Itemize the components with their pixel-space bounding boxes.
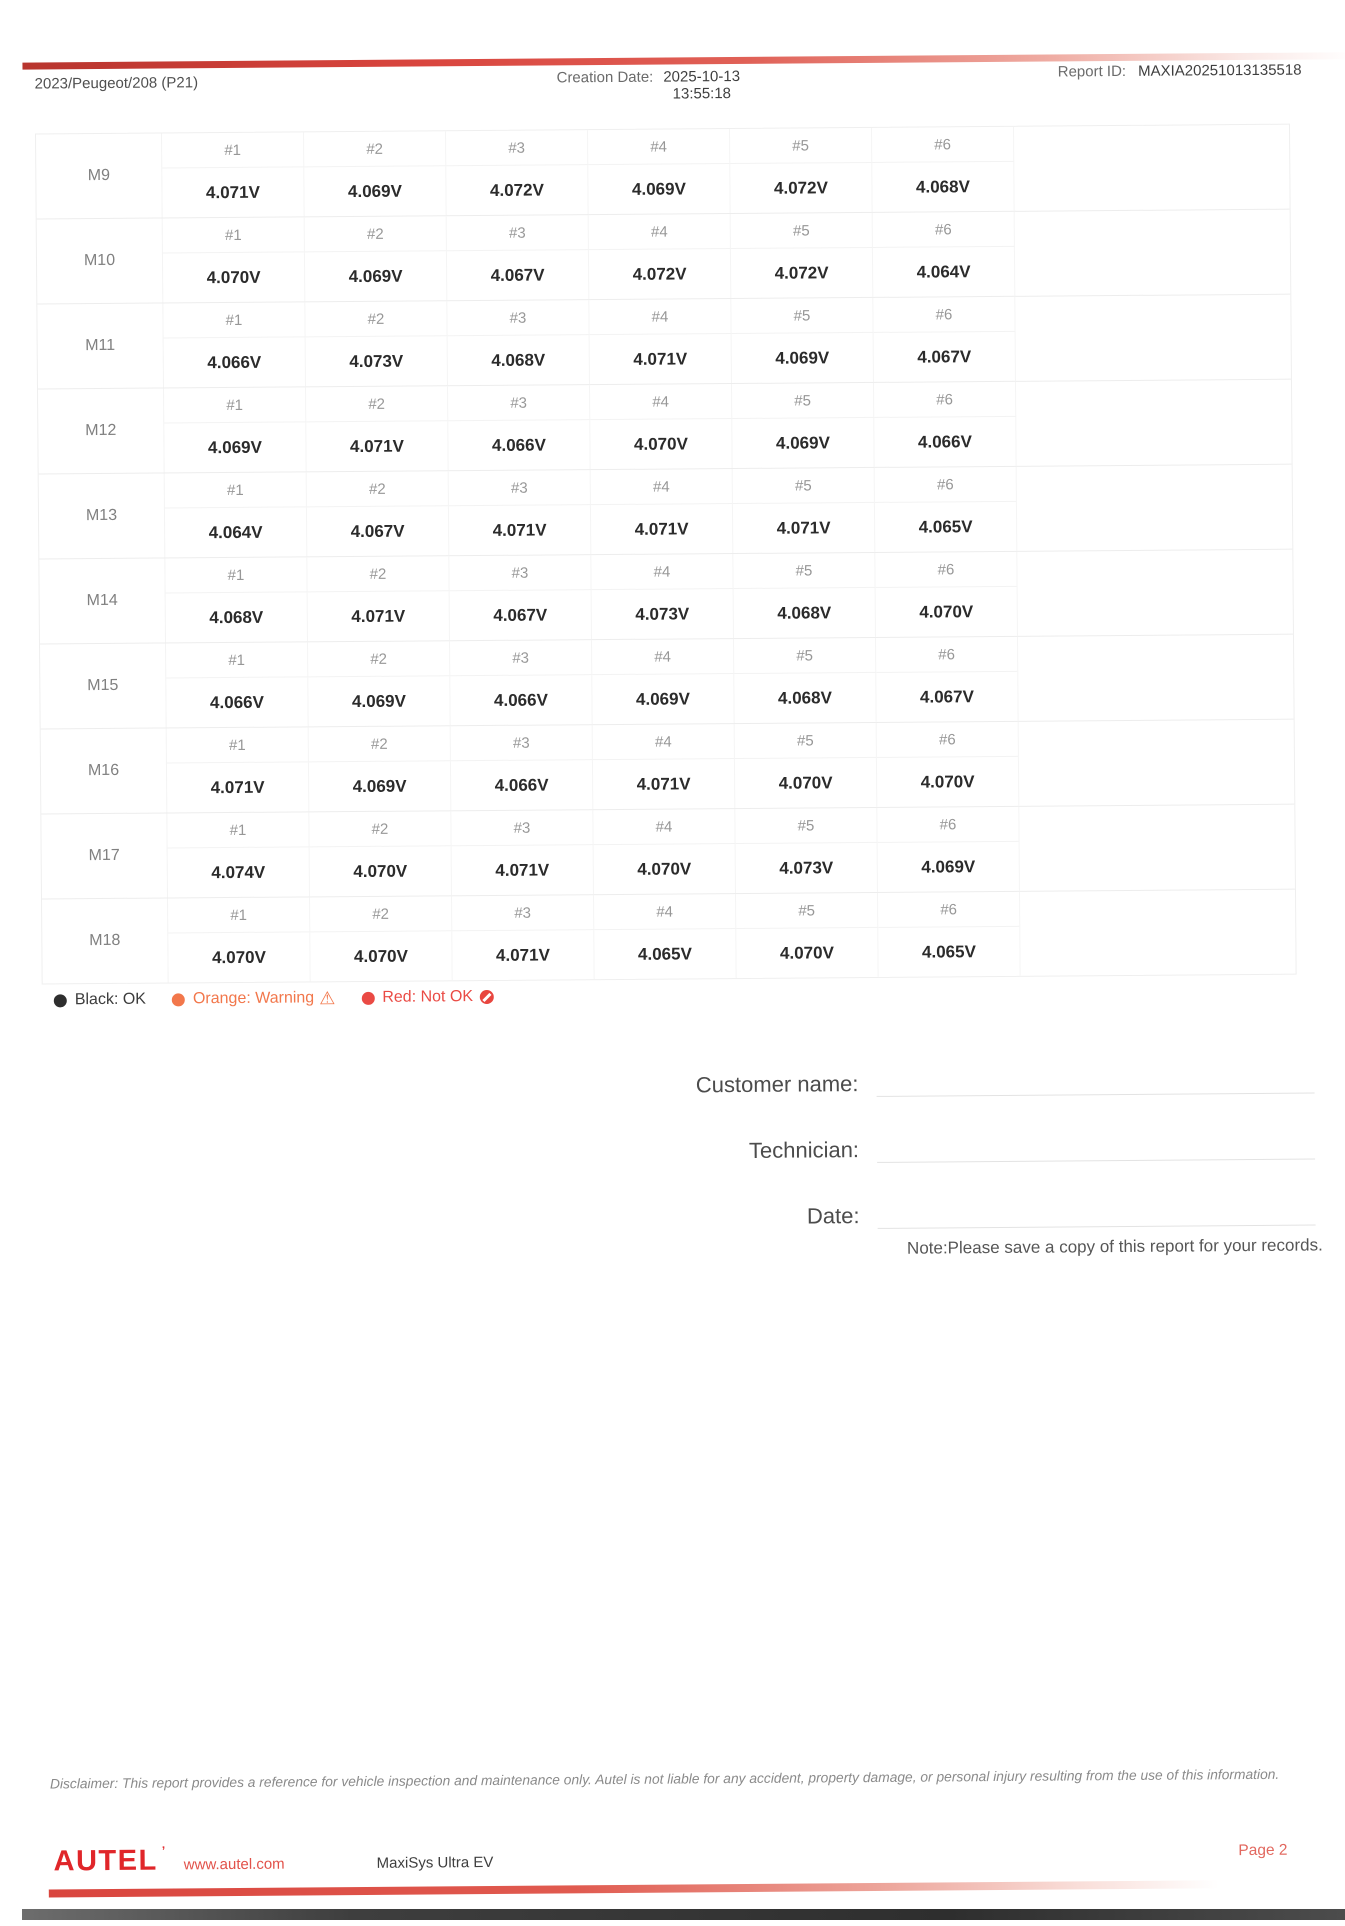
form-row — [42, 1051, 1314, 1103]
cell-number-header: #1 — [163, 302, 305, 338]
cell-number-header: #2 — [305, 301, 447, 337]
cell-voltage-value: 4.074V — [168, 847, 310, 897]
empty-trailing-cell — [1017, 550, 1293, 636]
cell-number-header: #5 — [735, 723, 877, 759]
module-row — [40, 635, 1294, 730]
cell-number-header: #5 — [730, 128, 872, 164]
form-field-label: Technician: — [748, 1136, 860, 1163]
cell-voltage-value: 4.068V — [734, 673, 876, 723]
cell-voltage-value: 4.071V — [590, 334, 732, 384]
module-label: M9 — [36, 134, 163, 219]
form-field-label: Date: — [806, 1202, 860, 1229]
save-copy-note: Note:Please save a copy of this report for your records. — [906, 1235, 1323, 1258]
cell-voltage-value: 4.072V — [731, 248, 873, 298]
cell-voltage-value: 4.066V — [164, 337, 306, 387]
cell-number-header: #6 — [877, 807, 1019, 843]
cell-number-header: #3 — [449, 470, 591, 506]
cell-number-header: #1 — [168, 897, 310, 933]
module-label: M11 — [37, 304, 164, 389]
cell-number-header: #2 — [304, 131, 446, 167]
cell-voltage-value: 4.073V — [592, 589, 734, 639]
footer-product: MaxiSys Ultra EV — [376, 1853, 494, 1872]
module-label: M15 — [40, 644, 167, 729]
cell-voltage-value: 4.069V — [592, 674, 734, 724]
cell-number-header: #6 — [873, 297, 1015, 333]
cell-number-header: #1 — [165, 557, 307, 593]
cell-voltage-value: 4.068V — [166, 592, 308, 642]
cell-number-header: #2 — [310, 896, 452, 932]
cell-voltage-value: 4.071V — [162, 167, 304, 217]
module-label: M12 — [38, 389, 165, 474]
cell-number-header: #4 — [589, 299, 731, 335]
cell-voltage-value: 4.067V — [874, 332, 1016, 382]
empty-trailing-cell — [1015, 295, 1291, 381]
empty-trailing-cell — [1015, 210, 1291, 296]
cell-number-header: #5 — [732, 383, 874, 419]
cell-number-header: #4 — [591, 469, 733, 505]
report-id-block — [1058, 62, 1302, 81]
cell-number-header: #3 — [446, 130, 588, 166]
creation-date-label: Creation Date: — [556, 68, 654, 87]
cell-voltage-value: 4.067V — [876, 672, 1018, 722]
cell-voltage-value: 4.071V — [452, 930, 594, 980]
footer-website: www.autel.com — [183, 1855, 285, 1874]
empty-trailing-cell — [1018, 635, 1294, 721]
form-row — [43, 1183, 1315, 1235]
cell-voltage-value: 4.066V — [874, 417, 1016, 467]
vehicle-info: 2023/Peugeot/208 (P21) — [34, 74, 199, 93]
signature-form — [42, 1051, 1316, 1259]
cell-voltage-value: 4.065V — [875, 502, 1017, 552]
cell-number-header: #3 — [447, 300, 589, 336]
cell-voltage-value: 4.069V — [164, 422, 306, 472]
cell-number-header: #6 — [874, 382, 1016, 418]
cell-voltage-value: 4.071V — [591, 504, 733, 554]
footer — [53, 1844, 493, 1876]
cell-number-header: #3 — [451, 810, 593, 846]
cell-voltage-value: 4.067V — [447, 250, 589, 300]
cell-number-header: #2 — [307, 471, 449, 507]
cell-number-header: #6 — [875, 552, 1017, 588]
module-row — [41, 720, 1295, 815]
cell-number-header: #4 — [593, 809, 735, 845]
form-blank-line — [877, 1194, 1315, 1228]
cell-voltage-value: 4.067V — [307, 506, 449, 556]
cell-number-header: #5 — [733, 468, 875, 504]
disclaimer-text: Disclaimer: This report provides a reference for vehicle inspection and maintenance only. Autel is not liable for any accident, property damage, or personal injury resulting from the use of this information. — [49, 1766, 1280, 1792]
cell-voltage-value: 4.071V — [452, 845, 594, 895]
cell-number-header: #5 — [734, 638, 876, 674]
cell-voltage-value: 4.065V — [594, 929, 736, 979]
cell-number-header: #1 — [167, 812, 309, 848]
legend-item — [361, 988, 494, 1007]
footer-red-divider — [49, 1880, 1219, 1897]
form-field-label: Customer name: — [695, 1070, 859, 1097]
empty-trailing-cell — [1020, 890, 1296, 976]
cell-number-header: #2 — [307, 556, 449, 592]
empty-trailing-cell — [1016, 380, 1292, 466]
cell-voltage-value: 4.070V — [876, 587, 1018, 637]
cell-number-header: #6 — [877, 722, 1019, 758]
cell-number-header: #4 — [591, 554, 733, 590]
module-row — [41, 805, 1295, 900]
cell-voltage-value: 4.069V — [588, 164, 730, 214]
module-label: M18 — [42, 898, 169, 983]
cell-voltage-value: 4.068V — [872, 162, 1014, 212]
status-legend — [54, 988, 494, 1009]
module-label: M16 — [41, 728, 168, 813]
cell-number-header: #3 — [452, 895, 594, 931]
cell-voltage-value: 4.069V — [732, 333, 874, 383]
page-number: Page 2 — [1238, 1841, 1288, 1860]
module-row — [42, 890, 1296, 984]
module-row — [38, 380, 1292, 475]
module-row — [39, 550, 1293, 645]
cell-voltage-value: 4.073V — [736, 843, 878, 893]
report-id-value: MAXIA20251013135518 — [1137, 61, 1302, 80]
cell-number-header: #6 — [873, 212, 1015, 248]
trademark-mark: ’ — [161, 1843, 167, 1858]
cell-voltage-value: 4.071V — [593, 759, 735, 809]
creation-date-value: 2025-10-13 — [663, 67, 741, 86]
cell-voltage-value: 4.064V — [165, 507, 307, 557]
status-dot-icon — [361, 991, 374, 1004]
module-row — [39, 465, 1293, 560]
legend-label: Red: Not OK — [382, 988, 474, 1006]
not-ok-icon — [480, 990, 494, 1004]
cell-voltage-value: 4.071V — [308, 591, 450, 641]
cell-voltage-value: 4.070V — [877, 757, 1019, 807]
cell-number-header: #4 — [593, 724, 735, 760]
form-blank-line — [876, 1062, 1314, 1096]
cell-number-header: #4 — [588, 129, 730, 165]
legend-item — [54, 991, 146, 1010]
empty-trailing-cell — [1014, 125, 1290, 211]
module-label: M14 — [39, 559, 166, 644]
cell-number-header: #6 — [878, 892, 1020, 928]
cell-number-header: #1 — [165, 472, 307, 508]
cell-number-header: #3 — [450, 640, 592, 676]
legend-label: Black: OK — [74, 990, 147, 1009]
cell-voltage-value: 4.070V — [310, 846, 452, 896]
cell-number-header: #5 — [735, 808, 877, 844]
cell-voltage-value: 4.066V — [448, 420, 590, 470]
warning-triangle-icon: ⚠ — [319, 988, 336, 1009]
module-label: M10 — [37, 219, 164, 304]
cell-voltage-value: 4.070V — [594, 844, 736, 894]
cell-number-header: #4 — [594, 894, 736, 930]
cell-number-header: #1 — [166, 642, 308, 678]
form-blank-line — [877, 1128, 1315, 1162]
cell-number-header: #2 — [306, 386, 448, 422]
autel-logo: AUTEL ’ — [53, 1843, 167, 1878]
cell-voltage-value: 4.068V — [448, 335, 590, 385]
cell-number-header: #2 — [308, 641, 450, 677]
cell-voltage-value: 4.072V — [589, 249, 731, 299]
cell-number-header: #1 — [162, 132, 304, 168]
cell-number-header: #2 — [305, 216, 447, 252]
module-row — [36, 125, 1290, 220]
cell-number-header: #4 — [589, 214, 731, 250]
cell-voltage-value: 4.070V — [310, 931, 452, 981]
cell-voltage-table — [35, 124, 1297, 985]
module-row — [37, 210, 1291, 305]
cell-voltage-value: 4.066V — [451, 760, 593, 810]
cell-number-header: #3 — [449, 555, 591, 591]
status-dot-icon — [54, 994, 67, 1007]
cell-voltage-value: 4.070V — [736, 928, 878, 978]
cell-number-header: #5 — [731, 213, 873, 249]
cell-voltage-value: 4.069V — [304, 166, 446, 216]
cell-number-header: #3 — [451, 725, 593, 761]
cell-voltage-value: 4.065V — [878, 927, 1020, 977]
cell-voltage-value: 4.069V — [308, 676, 450, 726]
cell-voltage-value: 4.071V — [449, 505, 591, 555]
scan-bottom-edge — [22, 1909, 1345, 1920]
cell-voltage-value: 4.069V — [305, 251, 447, 301]
cell-number-header: #2 — [309, 726, 451, 762]
cell-voltage-value: 4.064V — [873, 247, 1015, 297]
report-id-label: Report ID: — [1057, 62, 1127, 81]
cell-voltage-value: 4.070V — [735, 758, 877, 808]
cell-number-header: #1 — [164, 387, 306, 423]
cell-voltage-value: 4.072V — [730, 163, 872, 213]
cell-number-header: #4 — [592, 639, 734, 675]
status-dot-icon — [172, 993, 185, 1006]
cell-voltage-value: 4.070V — [590, 419, 732, 469]
cell-voltage-value: 4.070V — [168, 932, 310, 982]
cell-number-header: #3 — [447, 215, 589, 251]
cell-voltage-value: 4.073V — [306, 336, 448, 386]
cell-number-header: #5 — [733, 553, 875, 589]
cell-voltage-value: 4.069V — [309, 761, 451, 811]
cell-number-header: #5 — [731, 298, 873, 334]
cell-voltage-value: 4.072V — [446, 165, 588, 215]
cell-voltage-value: 4.071V — [167, 762, 309, 812]
empty-trailing-cell — [1019, 720, 1295, 806]
module-label: M13 — [39, 474, 166, 559]
legend-item — [172, 989, 336, 1008]
creation-time-value: 13:55:18 — [672, 85, 732, 103]
cell-number-header: #2 — [309, 811, 451, 847]
cell-number-header: #1 — [163, 217, 305, 253]
cell-number-header: #6 — [872, 127, 1014, 163]
cell-number-header: #6 — [876, 637, 1018, 673]
cell-voltage-value: 4.066V — [450, 675, 592, 725]
form-row — [43, 1117, 1315, 1169]
cell-voltage-value: 4.070V — [163, 252, 305, 302]
module-label: M17 — [41, 813, 168, 898]
module-row — [37, 295, 1291, 390]
cell-number-header: #6 — [875, 467, 1017, 503]
cell-voltage-value: 4.071V — [733, 503, 875, 553]
legend-label: Orange: Warning — [192, 989, 315, 1008]
cell-number-header: #4 — [590, 384, 732, 420]
empty-trailing-cell — [1019, 805, 1295, 891]
cell-voltage-value: 4.068V — [734, 588, 876, 638]
cell-voltage-value: 4.071V — [306, 421, 448, 471]
cell-voltage-value: 4.067V — [450, 590, 592, 640]
cell-voltage-value: 4.066V — [166, 677, 308, 727]
cell-number-header: #5 — [736, 893, 878, 929]
creation-date-block — [557, 68, 741, 103]
empty-trailing-cell — [1017, 465, 1293, 551]
cell-number-header: #3 — [448, 385, 590, 421]
cell-number-header: #1 — [167, 727, 309, 763]
cell-voltage-value: 4.069V — [878, 842, 1020, 892]
cell-voltage-value: 4.069V — [732, 418, 874, 468]
